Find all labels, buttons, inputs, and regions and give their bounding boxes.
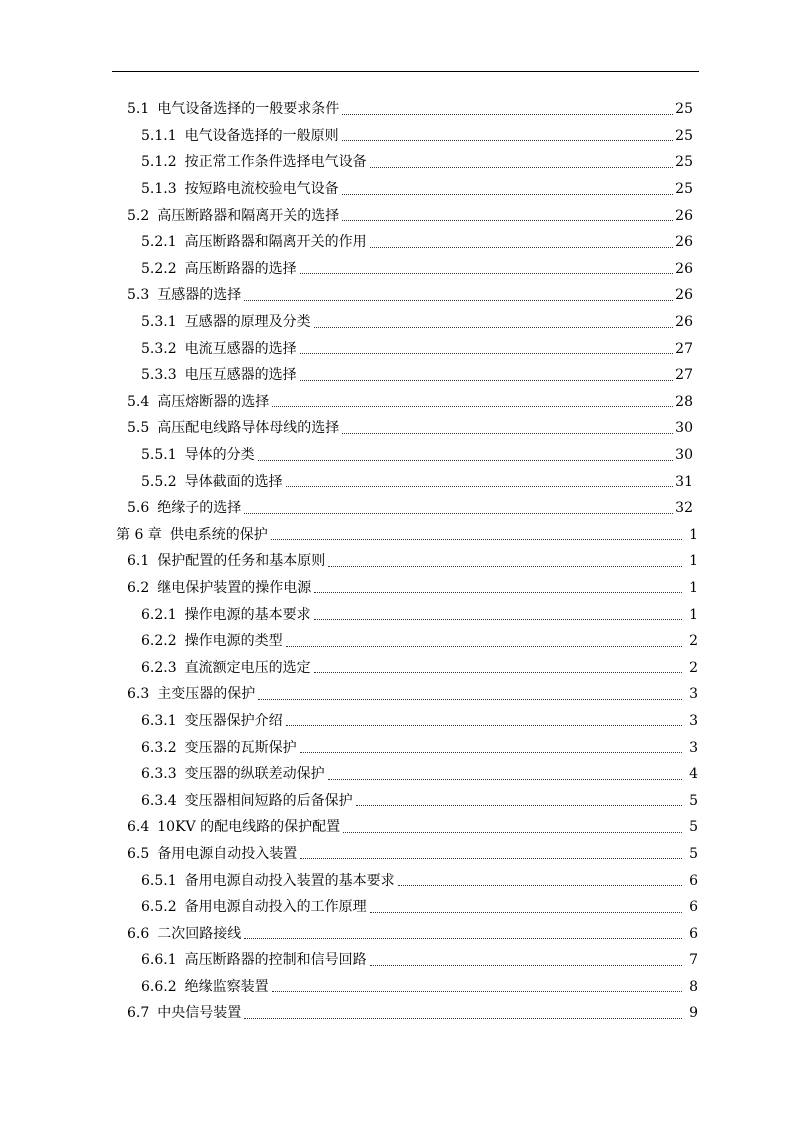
toc-entry-page-number: 25 (675, 154, 693, 171)
toc-dot-leader (244, 300, 673, 301)
toc-entry-page-number: 31 (675, 473, 693, 490)
toc-entry-page-number: 32 (675, 500, 693, 517)
toc-entry-number: 6.3.2 (141, 739, 177, 756)
toc-dot-leader (314, 592, 682, 593)
toc-entry[interactable] (0, 708, 793, 735)
toc-dot-leader (300, 752, 682, 753)
toc-entry-page-number: 25 (675, 127, 693, 144)
toc-dot-leader (328, 779, 682, 780)
toc-entry[interactable] (0, 761, 793, 788)
toc-entry-number: 6.6 (127, 925, 150, 942)
toc-entry[interactable] (0, 867, 793, 894)
toc-entry-page-number: 1 (689, 606, 698, 623)
toc-entry[interactable] (0, 654, 793, 681)
toc-entry[interactable] (0, 442, 793, 469)
toc-dot-leader (314, 327, 674, 328)
toc-entry-title: 高压断路器和隔离开关的选择 (157, 207, 340, 224)
toc-entry-title: 互感器的原理及分类 (184, 314, 311, 331)
toc-entry-number: 第 6 章 (116, 526, 162, 543)
table-of-contents (0, 96, 793, 1027)
toc-entry[interactable] (0, 96, 793, 123)
toc-entry-number: 5.1.1 (141, 127, 177, 144)
toc-dot-leader (300, 380, 674, 381)
toc-entry-title: 电气设备选择的一般原则 (184, 127, 339, 144)
toc-dot-leader (342, 220, 673, 221)
toc-entry-number: 5.3 (127, 287, 150, 304)
toc-entry[interactable] (0, 601, 793, 628)
toc-dot-leader (342, 140, 674, 141)
toc-entry-number: 5.4 (127, 393, 150, 410)
toc-entry-page-number: 26 (675, 287, 693, 304)
toc-entry-page-number: 6 (689, 899, 698, 916)
toc-dot-leader (342, 114, 673, 115)
toc-entry-number: 5.1.2 (141, 154, 177, 171)
toc-entry-number: 5.3.3 (141, 367, 177, 384)
toc-entry-page-number: 4 (689, 766, 698, 783)
toc-entry-title: 变压器的纵联差动保护 (184, 766, 325, 783)
toc-entry-title: 变压器相间短路的后备保护 (184, 792, 353, 809)
toc-entry-number: 5.3.1 (141, 314, 177, 331)
toc-dot-leader (370, 247, 674, 248)
toc-entry-page-number: 9 (689, 1005, 698, 1022)
toc-entry-title: 导体的分类 (184, 447, 255, 464)
toc-dot-leader (300, 858, 682, 859)
toc-entry-title: 高压断路器的选择 (184, 260, 297, 277)
toc-entry[interactable] (0, 1000, 793, 1027)
toc-entry[interactable] (0, 123, 793, 150)
toc-dot-leader (271, 539, 682, 540)
toc-dot-leader (272, 406, 673, 407)
toc-entry-page-number: 27 (675, 340, 693, 357)
toc-entry[interactable] (0, 256, 793, 283)
toc-entry-page-number: 30 (675, 447, 693, 464)
toc-entry-title: 备用电源自动投入的工作原理 (184, 899, 367, 916)
toc-entry-title: 绝缘子的选择 (157, 500, 242, 517)
toc-entry-title: 操作电源的基本要求 (184, 606, 311, 623)
toc-dot-leader (300, 353, 674, 354)
toc-entry-number: 6.3.3 (141, 766, 177, 783)
toc-entry-title: 操作电源的类型 (184, 633, 283, 650)
toc-entry-page-number: 6 (689, 925, 698, 942)
toc-entry-page-number: 26 (675, 314, 693, 331)
toc-entry-title: 高压断路器的控制和信号回路 (184, 952, 367, 969)
toc-entry-page-number: 28 (675, 393, 693, 410)
toc-entry-number: 5.3.2 (141, 340, 177, 357)
toc-dot-leader (342, 194, 674, 195)
toc-entry-title: 供电系统的保护 (169, 526, 268, 543)
toc-entry-title: 电压互感器的选择 (184, 367, 297, 384)
toc-entry-page-number: 3 (689, 686, 698, 703)
toc-dot-leader (370, 965, 682, 966)
toc-entry[interactable] (0, 309, 793, 336)
toc-entry-title: 变压器的瓦斯保护 (184, 739, 297, 756)
toc-entry-title: 高压断路器和隔离开关的作用 (184, 234, 367, 251)
toc-entry-page-number: 5 (689, 845, 698, 862)
toc-entry-number: 6.7 (127, 1005, 150, 1022)
toc-entry-number: 6.4 (127, 819, 150, 836)
toc-entry[interactable] (0, 229, 793, 256)
toc-entry[interactable] (0, 628, 793, 655)
toc-entry-page-number: 26 (675, 234, 693, 251)
toc-entry-page-number: 25 (675, 101, 693, 118)
toc-entry-number: 5.6 (127, 500, 150, 517)
toc-entry-title: 变压器保护介绍 (184, 712, 283, 729)
toc-entry-page-number: 6 (689, 872, 698, 889)
toc-entry[interactable] (0, 202, 793, 229)
toc-dot-leader (370, 912, 682, 913)
toc-entry[interactable] (0, 681, 793, 708)
toc-entry-number: 5.5.2 (141, 473, 177, 490)
toc-entry-title: 中央信号装置 (157, 1005, 242, 1022)
toc-entry[interactable] (0, 149, 793, 176)
toc-entry[interactable] (0, 522, 793, 549)
toc-entry[interactable] (0, 176, 793, 203)
toc-dot-leader (343, 832, 682, 833)
toc-dot-leader (286, 646, 682, 647)
toc-dot-leader (328, 566, 682, 567)
toc-dot-leader (286, 486, 674, 487)
toc-entry-page-number: 5 (689, 792, 698, 809)
toc-dot-leader (258, 460, 674, 461)
toc-entry-number: 6.2.3 (141, 659, 177, 676)
toc-entry-title: 互感器的选择 (157, 287, 242, 304)
toc-entry-page-number: 30 (675, 420, 693, 437)
toc-entry-number: 6.5.2 (141, 899, 177, 916)
toc-entry-page-number: 7 (689, 952, 698, 969)
toc-dot-leader (244, 513, 673, 514)
toc-entry-page-number: 2 (689, 633, 698, 650)
toc-entry-title: 直流额定电压的选定 (184, 659, 311, 676)
toc-entry[interactable] (0, 282, 793, 309)
toc-dot-leader (300, 273, 674, 274)
toc-dot-leader (342, 433, 673, 434)
toc-entry-title: 保护配置的任务和基本原则 (157, 553, 326, 570)
toc-entry[interactable] (0, 389, 793, 416)
toc-dot-leader (258, 699, 682, 700)
toc-entry-number: 5.1 (127, 101, 150, 118)
toc-dot-leader (244, 938, 682, 939)
toc-entry-number: 6.3 (127, 686, 150, 703)
toc-entry[interactable] (0, 575, 793, 602)
toc-entry-page-number: 1 (689, 553, 698, 570)
toc-entry-page-number: 8 (689, 978, 698, 995)
toc-entry-title: 主变压器的保护 (157, 686, 256, 703)
toc-entry-title: 绝缘监察装置 (184, 978, 269, 995)
toc-entry[interactable] (0, 814, 793, 841)
toc-entry-title: 电气设备选择的一般要求条件 (157, 101, 340, 118)
toc-entry-number: 6.1 (127, 553, 150, 570)
toc-dot-leader (272, 991, 682, 992)
toc-entry-number: 5.5 (127, 420, 150, 437)
toc-entry-title: 10KV 的配电线路的保护配置 (157, 819, 341, 836)
toc-entry-page-number: 26 (675, 260, 693, 277)
toc-entry-number: 5.2 (127, 207, 150, 224)
toc-entry-number: 6.2.1 (141, 606, 177, 623)
toc-entry-page-number: 26 (675, 207, 693, 224)
toc-entry-title: 电流互感器的选择 (184, 340, 297, 357)
toc-entry[interactable] (0, 495, 793, 522)
toc-entry[interactable] (0, 920, 793, 947)
toc-entry-number: 6.3.1 (141, 712, 177, 729)
toc-dot-leader (314, 619, 682, 620)
toc-entry[interactable] (0, 974, 793, 1001)
toc-entry[interactable] (0, 362, 793, 389)
toc-entry-number: 6.6.1 (141, 952, 177, 969)
toc-entry-title: 继电保护装置的操作电源 (157, 579, 312, 596)
toc-entry-page-number: 2 (689, 659, 698, 676)
toc-entry-page-number: 27 (675, 367, 693, 384)
toc-entry-number: 6.2 (127, 579, 150, 596)
toc-entry-number: 5.1.3 (141, 181, 177, 198)
toc-entry-number: 6.6.2 (141, 978, 177, 995)
toc-dot-leader (356, 805, 682, 806)
toc-entry-number: 6.2.2 (141, 633, 177, 650)
toc-entry-number: 5.5.1 (141, 447, 177, 464)
toc-entry-title: 导体截面的选择 (184, 473, 283, 490)
toc-entry[interactable] (0, 468, 793, 495)
toc-entry-number: 6.5.1 (141, 872, 177, 889)
toc-dot-leader (244, 1018, 682, 1019)
toc-entry[interactable] (0, 335, 793, 362)
toc-entry-title: 备用电源自动投入装置 (157, 845, 298, 862)
toc-entry-page-number: 3 (689, 739, 698, 756)
toc-entry-title: 按短路电流校验电气设备 (184, 181, 339, 198)
toc-dot-leader (286, 725, 682, 726)
toc-entry-number: 5.2.2 (141, 260, 177, 277)
toc-entry[interactable] (0, 894, 793, 921)
toc-entry-title: 备用电源自动投入装置的基本要求 (184, 872, 395, 889)
toc-entry-page-number: 5 (689, 819, 698, 836)
toc-entry[interactable] (0, 841, 793, 868)
toc-entry-number: 6.5 (127, 845, 150, 862)
toc-dot-leader (398, 885, 682, 886)
toc-dot-leader (370, 167, 674, 168)
toc-entry[interactable] (0, 415, 793, 442)
toc-entry-page-number: 1 (689, 526, 698, 543)
toc-entry-title: 按正常工作条件选择电气设备 (184, 154, 367, 171)
toc-entry-title: 高压配电线路导体母线的选择 (157, 420, 340, 437)
header-rule (112, 71, 699, 72)
toc-entry-title: 二次回路接线 (157, 925, 242, 942)
toc-entry-page-number: 3 (689, 712, 698, 729)
toc-entry-page-number: 25 (675, 181, 693, 198)
toc-dot-leader (314, 672, 682, 673)
toc-entry-title: 高压熔断器的选择 (157, 393, 270, 410)
toc-entry-number: 5.2.1 (141, 234, 177, 251)
toc-entry-number: 6.3.4 (141, 792, 177, 809)
toc-entry-page-number: 1 (689, 579, 698, 596)
toc-entry[interactable] (0, 787, 793, 814)
toc-entry[interactable] (0, 734, 793, 761)
toc-entry[interactable] (0, 947, 793, 974)
toc-entry[interactable] (0, 548, 793, 575)
